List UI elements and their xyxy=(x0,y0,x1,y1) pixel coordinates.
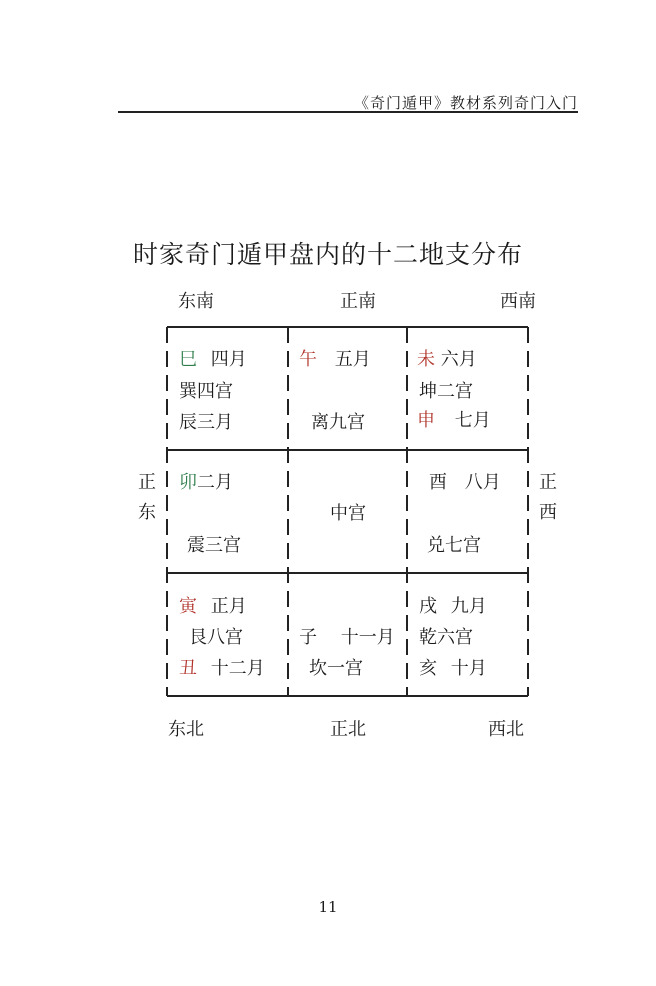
direction-west-line2: 西 xyxy=(539,502,557,523)
yin-month: 正月 xyxy=(210,596,247,617)
chou-month: 十二月 xyxy=(210,658,265,679)
gen-yin-line xyxy=(179,592,247,618)
zi-month: 十一月 xyxy=(340,627,395,648)
direction-north: 正北 xyxy=(330,719,366,740)
qian-hai-line xyxy=(419,654,487,680)
direction-southeast: 东南 xyxy=(178,291,214,312)
center-palace: 中宫 xyxy=(330,503,366,524)
direction-east-line1: 正 xyxy=(138,472,156,493)
direction-northeast: 东北 xyxy=(168,719,204,740)
xun-palace: 巽四宫 xyxy=(179,381,233,402)
wu-month: 五月 xyxy=(334,349,371,370)
xu-month: 九月 xyxy=(450,596,487,617)
page-number: 11 xyxy=(318,898,338,916)
page-title: 时家奇门遁甲盘内的十二地支分布 xyxy=(132,240,523,269)
branch-wei: 未 xyxy=(417,349,435,370)
gen-chou-line xyxy=(179,654,265,680)
kan-zi-line xyxy=(299,623,395,649)
direction-southwest: 西南 xyxy=(500,291,536,312)
kun-palace: 坤二宫 xyxy=(419,381,473,402)
direction-northwest: 西北 xyxy=(488,719,524,740)
kun-shen-line xyxy=(417,406,491,432)
branch-zi: 子 xyxy=(299,627,317,648)
qian-palace: 乾六宫 xyxy=(419,627,473,648)
si-month: 四月 xyxy=(210,349,247,370)
li-palace: 离九宫 xyxy=(311,412,365,433)
branch-chou: 丑 xyxy=(179,658,197,679)
branch-you: 酉 xyxy=(429,472,447,493)
xun-si-line xyxy=(179,345,247,371)
running-header: 《奇门遁甲》教材系列奇门入门 xyxy=(353,94,578,112)
branch-yin: 寅 xyxy=(179,596,197,617)
wei-month: 六月 xyxy=(440,349,477,370)
li-wu-line xyxy=(299,345,371,371)
shen-month: 七月 xyxy=(454,410,491,431)
qian-xu-line xyxy=(419,592,487,618)
kun-wei-line xyxy=(417,345,477,371)
dui-you-line xyxy=(429,468,501,494)
branch-hai: 亥 xyxy=(419,658,437,679)
branch-shen: 申 xyxy=(417,410,435,431)
zhen-mao-line xyxy=(179,468,233,494)
kan-palace: 坎一宫 xyxy=(309,658,363,679)
you-month: 八月 xyxy=(464,472,501,493)
mao-month: 二月 xyxy=(197,472,233,493)
dui-palace: 兑七宫 xyxy=(427,535,481,556)
gen-palace: 艮八宫 xyxy=(189,627,243,648)
branch-wu: 午 xyxy=(299,349,317,370)
branch-xu: 戌 xyxy=(419,596,437,617)
branch-mao: 卯 xyxy=(179,472,197,493)
zhen-palace: 震三宫 xyxy=(187,535,241,556)
xun-chen-line: 辰三月 xyxy=(179,412,233,433)
direction-east-line2: 东 xyxy=(138,502,156,523)
direction-west-line1: 正 xyxy=(539,472,557,493)
branch-si: 巳 xyxy=(179,349,197,370)
direction-south: 正南 xyxy=(340,291,376,312)
hai-month: 十月 xyxy=(450,658,487,679)
